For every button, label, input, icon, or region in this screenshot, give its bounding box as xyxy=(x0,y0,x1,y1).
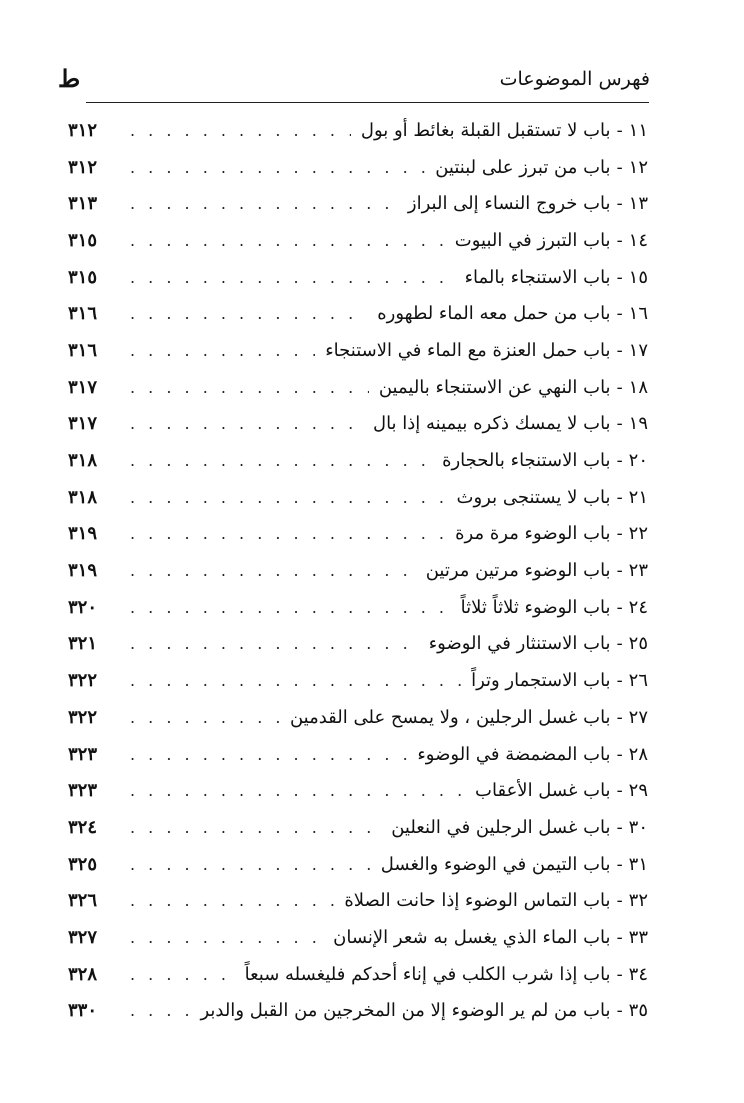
entry-title: باب التبرز في البيوت xyxy=(454,229,611,251)
entry-page-number: ٣٢٣ xyxy=(68,743,98,765)
toc-entry xyxy=(68,112,648,149)
entry-title: باب من تبرز على لبنتين xyxy=(435,156,611,178)
dot-leader xyxy=(130,561,416,580)
entry-number: ٢٢ xyxy=(628,523,648,545)
header-rule xyxy=(86,102,649,103)
entry-dash: - xyxy=(616,339,623,361)
dot-leader xyxy=(130,121,351,140)
entry-page-number: ٣١٧ xyxy=(68,413,98,435)
toc-entry xyxy=(68,919,648,956)
dot-leader xyxy=(130,855,371,874)
entry-number: ٢٦ xyxy=(628,670,648,692)
entry-number: ١١ xyxy=(628,119,648,141)
page-header xyxy=(58,62,650,98)
dot-leader xyxy=(130,304,367,323)
toc-entry xyxy=(68,516,648,553)
entry-page-number: ٣٣٠ xyxy=(68,1000,98,1022)
entry-title: باب التيمن في الوضوء والغسل xyxy=(380,853,611,875)
entry-page-number: ٣١٩ xyxy=(68,560,98,582)
toc-entry xyxy=(68,699,648,736)
entry-dash: - xyxy=(616,596,623,618)
entry-page-number: ٣١٢ xyxy=(68,119,98,141)
entry-number: ٣١ xyxy=(628,853,648,875)
entry-dash: - xyxy=(616,816,623,838)
entry-title: باب لا يستنجى بروث xyxy=(456,486,611,508)
toc-entry xyxy=(68,442,648,479)
entry-page-number: ٣١٩ xyxy=(68,523,98,545)
entry-title: باب حمل العنزة مع الماء في الاستنجاء xyxy=(325,339,611,361)
dot-leader xyxy=(130,231,445,250)
toc-entry xyxy=(68,993,648,1030)
entry-number: ٢٩ xyxy=(628,780,648,802)
dot-leader xyxy=(130,818,381,837)
entry-dash: - xyxy=(616,119,623,141)
entry-page-number: ٣١٥ xyxy=(68,266,98,288)
entry-dash: - xyxy=(616,743,623,765)
entry-title: باب الاستنثار في الوضوء xyxy=(428,633,611,655)
dot-leader xyxy=(130,451,432,470)
entry-title: باب المضمضة في الوضوء xyxy=(417,743,611,765)
entry-page-number: ٣٢١ xyxy=(68,633,98,655)
entry-number: ١٢ xyxy=(628,156,648,178)
entry-page-number: ٣١٢ xyxy=(68,156,98,178)
entry-page-number: ٣٢٠ xyxy=(68,596,98,618)
dot-leader xyxy=(130,268,455,287)
entry-title: باب لا تستقبل القبلة بغائط أو بول xyxy=(360,119,611,141)
entry-dash: - xyxy=(616,670,623,692)
dot-leader xyxy=(130,378,369,397)
toc-entry xyxy=(68,882,648,919)
entry-page-number: ٣٢٢ xyxy=(68,706,98,728)
toc-entry xyxy=(68,149,648,186)
entry-dash: - xyxy=(616,780,623,802)
entry-number: ١٧ xyxy=(628,339,648,361)
entry-number: ٢١ xyxy=(628,486,648,508)
entry-title: باب الاستنجاء بالحجارة xyxy=(442,450,611,472)
entry-title: باب الوضوء مرة مرة xyxy=(455,523,611,545)
entry-title: باب خروج النساء إلى البراز xyxy=(407,193,611,215)
entry-dash: - xyxy=(616,523,623,545)
dot-leader xyxy=(130,965,235,984)
toc-entry xyxy=(68,185,648,222)
entry-dash: - xyxy=(616,156,623,178)
toc-entry xyxy=(68,772,648,809)
entry-title: باب الوضوء ثلاثاً ثلاثاً xyxy=(460,596,611,618)
entry-number: ٢٠ xyxy=(628,450,648,472)
entry-title: باب غسل الرجلين في النعلين xyxy=(391,816,611,838)
table-of-contents xyxy=(68,112,648,1029)
toc-entry xyxy=(68,479,648,516)
entry-title: باب الوضوء مرتين مرتين xyxy=(425,560,611,582)
entry-number: ٣٥ xyxy=(628,1000,648,1022)
dot-leader xyxy=(130,781,465,800)
entry-page-number: ٣٢٢ xyxy=(68,670,98,692)
entry-title: باب إذا شرب الكلب في إناء أحدكم فليغسله سبعاً xyxy=(244,963,611,985)
entry-dash: - xyxy=(616,376,623,398)
entry-dash: - xyxy=(616,450,623,472)
dot-leader xyxy=(130,414,363,433)
header-title: فهرس الموضوعات xyxy=(499,68,650,90)
entry-page-number: ٣١٧ xyxy=(68,376,98,398)
entry-title: باب لا يمسك ذكره بيمينه إذا بال xyxy=(372,413,611,435)
dot-leader xyxy=(130,671,461,690)
toc-entry xyxy=(68,222,648,259)
entry-number: ١٥ xyxy=(628,266,648,288)
entry-title: باب الماء الذي يغسل به شعر الإنسان xyxy=(333,926,611,948)
dot-leader xyxy=(130,708,280,727)
entry-page-number: ٣٢٨ xyxy=(68,963,98,985)
entry-number: ٣٢ xyxy=(628,890,648,912)
toc-entry xyxy=(68,589,648,626)
toc-entry xyxy=(68,809,648,846)
toc-entry xyxy=(68,846,648,883)
dot-leader xyxy=(130,524,445,543)
entry-title: باب النهي عن الاستنجاء باليمين xyxy=(378,376,611,398)
entry-title: باب التماس الوضوء إذا حانت الصلاة xyxy=(344,890,611,912)
entry-title: باب غسل الأعقاب xyxy=(475,780,611,802)
toc-entry xyxy=(68,332,648,369)
entry-dash: - xyxy=(616,413,623,435)
entry-page-number: ٣٢٦ xyxy=(68,890,98,912)
entry-dash: - xyxy=(616,229,623,251)
entry-dash: - xyxy=(616,706,623,728)
entry-number: ١٦ xyxy=(628,303,648,325)
toc-entry xyxy=(68,662,648,699)
toc-entry xyxy=(68,736,648,773)
entry-dash: - xyxy=(616,486,623,508)
entry-page-number: ٣١٦ xyxy=(68,303,98,325)
entry-title: باب الاستجمار وتراً xyxy=(471,670,611,692)
entry-dash: - xyxy=(616,926,623,948)
entry-page-number: ٣١٦ xyxy=(68,339,98,361)
toc-entry xyxy=(68,956,648,993)
entry-number: ٢٥ xyxy=(628,633,648,655)
entry-dash: - xyxy=(616,890,623,912)
entry-page-number: ٣٢٧ xyxy=(68,926,98,948)
header-page-letter: ط xyxy=(58,64,81,93)
entry-page-number: ٣٢٣ xyxy=(68,780,98,802)
dot-leader xyxy=(130,158,425,177)
dot-leader xyxy=(130,341,315,360)
dot-leader xyxy=(130,1001,190,1020)
entry-page-number: ٣٢٤ xyxy=(68,816,98,838)
entry-number: ١٩ xyxy=(628,413,648,435)
entry-title: باب غسل الرجلين ، ولا يمسح على القدمين xyxy=(289,706,611,728)
dot-leader xyxy=(130,194,398,213)
entry-number: ٣٠ xyxy=(628,816,648,838)
dot-leader xyxy=(130,745,407,764)
entry-dash: - xyxy=(616,1000,623,1022)
entry-dash: - xyxy=(616,193,623,215)
dot-leader xyxy=(130,634,419,653)
entry-dash: - xyxy=(616,853,623,875)
toc-entry xyxy=(68,406,648,443)
entry-number: ١٨ xyxy=(628,376,648,398)
entry-number: ١٤ xyxy=(628,229,648,251)
dot-leader xyxy=(130,598,451,617)
dot-leader xyxy=(130,891,334,910)
toc-entry xyxy=(68,369,648,406)
dot-leader xyxy=(130,928,323,947)
toc-entry xyxy=(68,259,648,296)
toc-entry xyxy=(68,295,648,332)
entry-number: ٢٧ xyxy=(628,706,648,728)
entry-page-number: ٣١٨ xyxy=(68,450,98,472)
entry-page-number: ٣١٨ xyxy=(68,486,98,508)
entry-dash: - xyxy=(616,633,623,655)
dot-leader xyxy=(130,488,447,507)
entry-number: ٣٣ xyxy=(628,926,648,948)
entry-number: ٢٣ xyxy=(628,560,648,582)
entry-number: ٢٨ xyxy=(628,743,648,765)
entry-dash: - xyxy=(616,560,623,582)
entry-dash: - xyxy=(616,303,623,325)
entry-page-number: ٣٢٥ xyxy=(68,853,98,875)
entry-number: ٢٤ xyxy=(628,596,648,618)
entry-number: ١٣ xyxy=(628,193,648,215)
entry-title: باب من لم ير الوضوء إلا من المخرجين من القبل والدبر xyxy=(200,1000,611,1022)
toc-entry xyxy=(68,552,648,589)
toc-entry xyxy=(68,626,648,663)
entry-page-number: ٣١٥ xyxy=(68,229,98,251)
entry-dash: - xyxy=(616,963,623,985)
entry-page-number: ٣١٣ xyxy=(68,193,98,215)
entry-dash: - xyxy=(616,266,623,288)
entry-title: باب من حمل معه الماء لطهوره xyxy=(377,303,611,325)
entry-number: ٣٤ xyxy=(628,963,648,985)
entry-title: باب الاستنجاء بالماء xyxy=(464,266,611,288)
